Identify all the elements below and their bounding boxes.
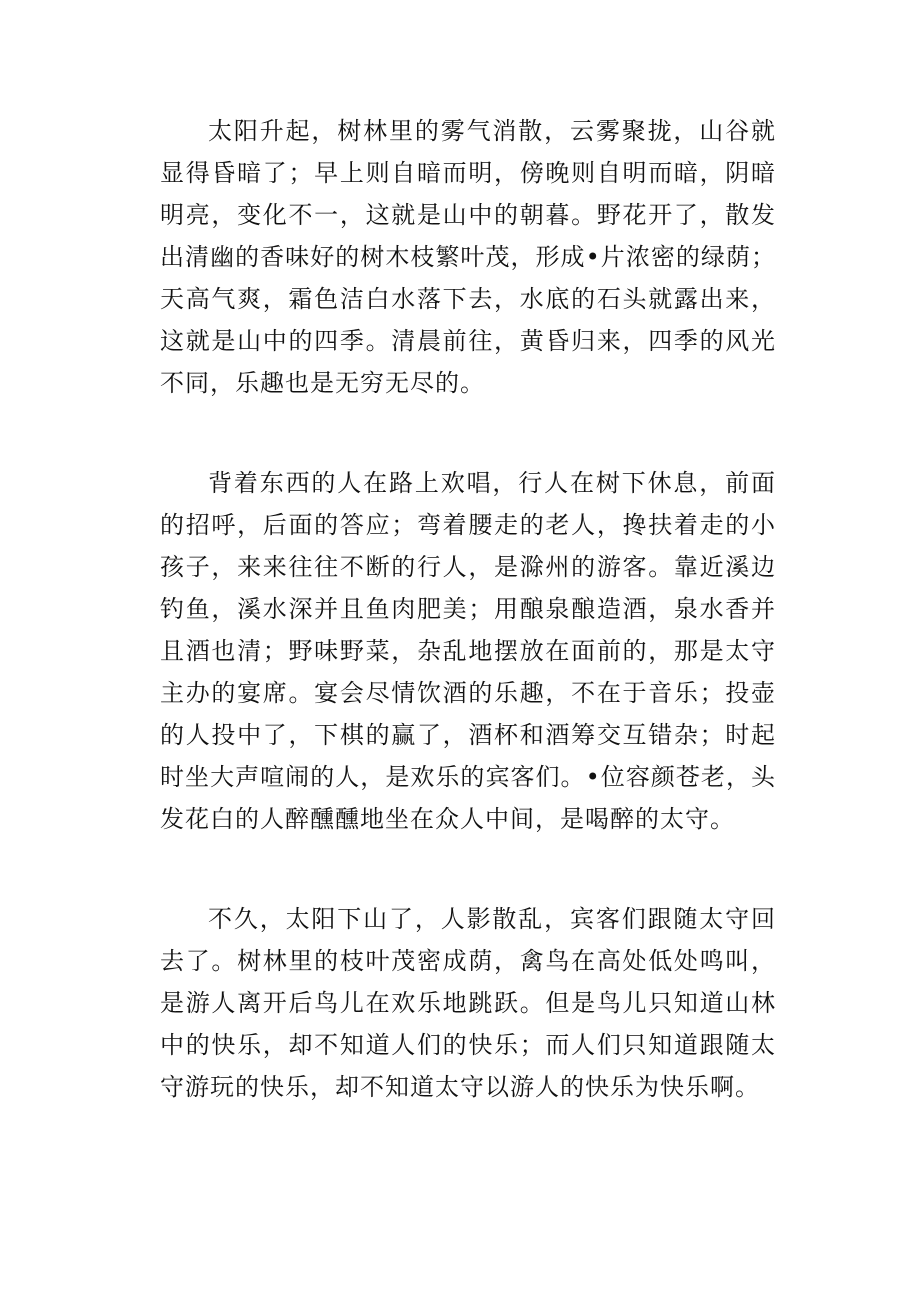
document-body xyxy=(160,110,776,1108)
paragraph-1: 太阳升起，树林里的雾气消散，云雾聚拢，山谷就显得昏暗了；早上则自暗而明，傍晚则自明而暗，阴暗明亮，变化不一，这就是山中的朝暮。野花开了，散发出清幽的香味好的树木枝繁叶茂，形成•片浓密的绿荫；天高气爽，霜色洁白水落下去，水底的石头就露出来，这就是山中的四季。清晨前往，黄昏归来，四季的风光不同，乐趣也是无穷无尽的。 xyxy=(160,117,776,397)
paragraph-3: 不久，太阳下山了，人影散乱，宾客们跟随太守回去了。树林里的枝叶茂密成荫，禽鸟在高处低处鸣叫，是游人离开后鸟儿在欢乐地跳跃。但是鸟儿只知道山林中的快乐，却不知道人们的快乐；而人们只知道跟随太守游玩的快乐，却不知道太守以游人的快乐为快乐啊。 xyxy=(160,905,776,1101)
paragraph-2: 背着东西的人在路上欢唱，行人在树下休息，前面的招呼，后面的答应；弯着腰走的老人，搀扶着走的小孩子，来来往往不断的行人，是滁州的游客。靠近溪边钓鱼，溪水深并且鱼肉肥美；用酿泉酿造酒，泉水香并且酒也清；野味野菜，杂乱地摆放在面前的，那是太守主办的宴席。宴会尽情饮酒的乐趣，不在于音乐；投壶的人投中了，下棋的赢了，酒杯和酒筹交互错杂；时起时坐大声喧闹的人，是欢乐的宾客们。•位容颜苍老，头发花白的人醉醺醺地坐在众人中间，是喝醉的太守。 xyxy=(160,469,776,833)
